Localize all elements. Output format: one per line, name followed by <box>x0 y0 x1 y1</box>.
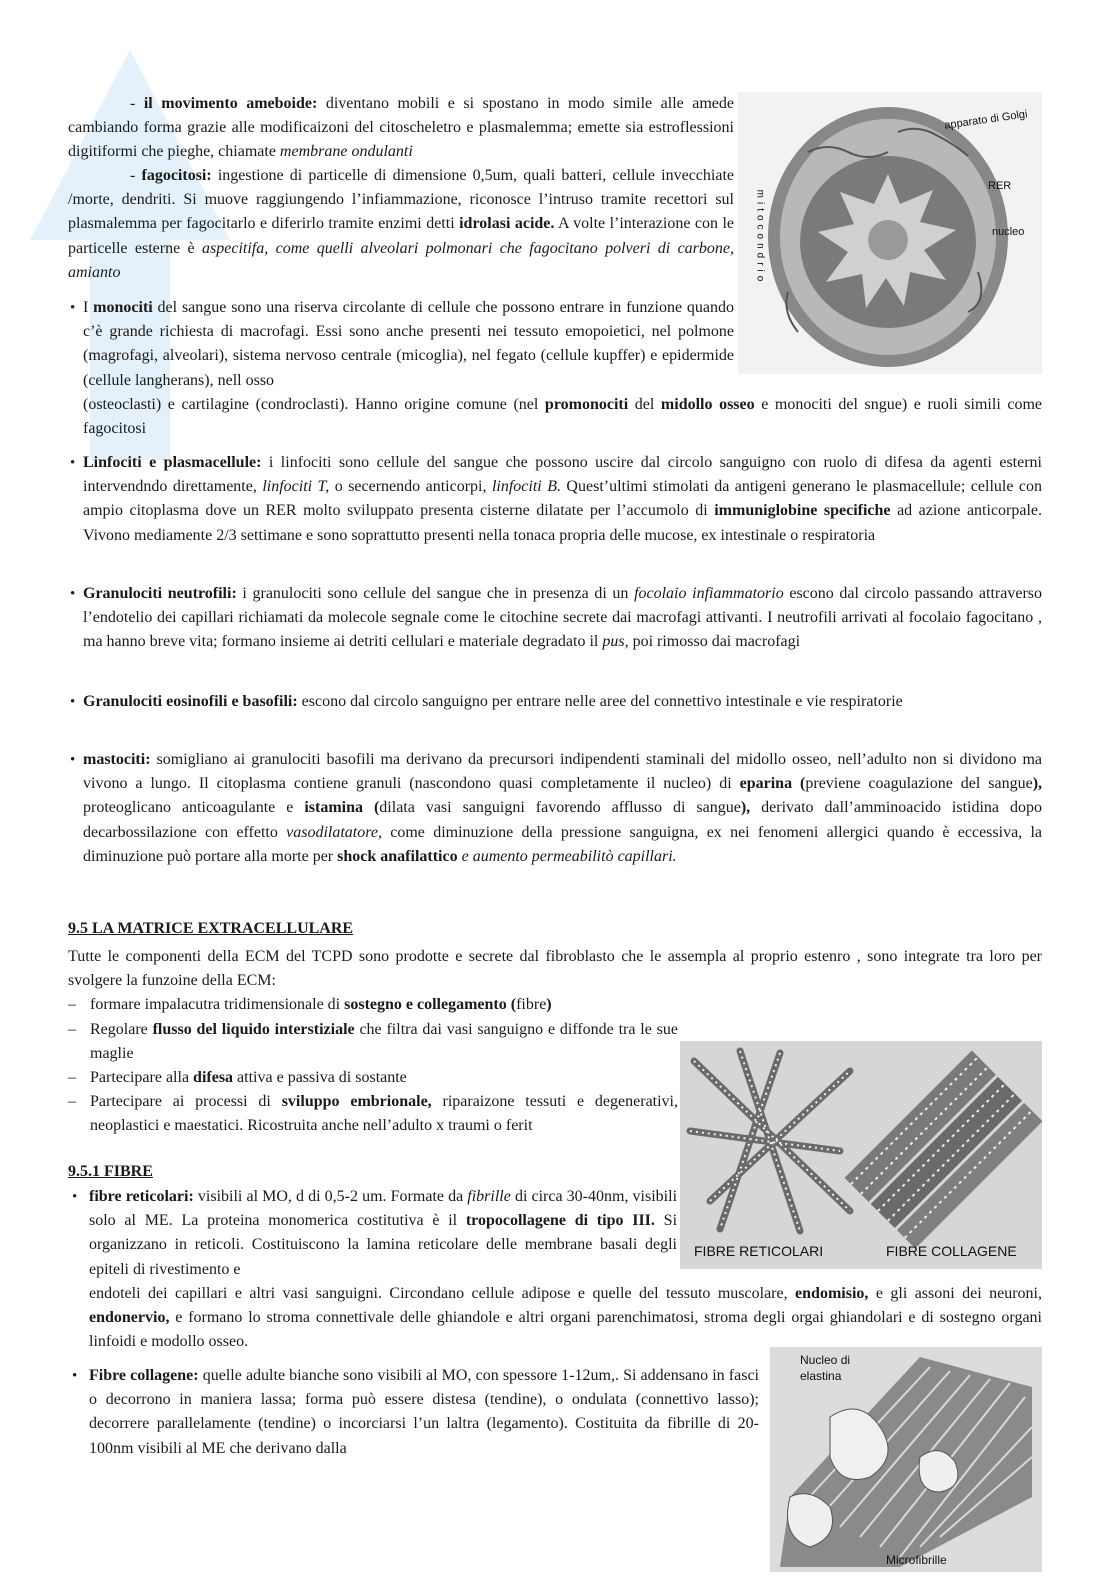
paragraph-matrice: Tutte le componenti della ECM del TCPD sono prodotte e secrete dal fibroblasto che le assempla al proprio estenro , sono integrate tra loro per svolgere la funzoine della ECM: <box>68 948 1042 990</box>
label-rer: RER <box>988 180 1012 192</box>
bullet-icon: • <box>70 300 76 316</box>
bullet-reticolari-cont: endoteli dei capillari e altri vasi sanguigni. Circondano cellule adipose e quelle del tessuto muscolare, endomisio, e gli assoni dei neuroni, endonervio, e formano lo stroma connettivale delle ghiandole e altri organi parenchimatosi, stroma degli orgai ghiandolari e di sostegno organi linfoidi e modollo osseo. <box>89 1285 1042 1351</box>
label-nucleo-elastina-2: elastina <box>800 1369 842 1383</box>
bullet-collagene: Fibre collagene: quelle adulte bianche sono visibili al MO, con spessore 1-12um,. Si addensano in fasci o decorrono in maniera lassa; forma può essere distesa (tendine), o ondulata (connettivo lasso); decorrere parallelamente (tendine) o incorciarsi l’un laltra (legamento). Costituita da fibrille di 20-100nm visibili al ME che derivano dalla <box>89 1367 760 1457</box>
bullet-icon: • <box>70 455 76 471</box>
label-nucleo-elastina: Nucleo di <box>800 1353 851 1367</box>
list-item: – Partecipare ai processi di sviluppo embrionale, riparaizone tessuti e degenerativi, neoplastici e maestatici. Ricostruita anche nell’adulto x traumi o ferit <box>68 1093 679 1135</box>
label-microfibrille: Microfibrille <box>886 1553 947 1567</box>
bullet-eosinofili: Granulociti eosinofili e basofili: escono dal circolo sanguigno per entrare nelle aree del connettivo intestinale e vie respiratorie <box>83 693 903 710</box>
bullet-icon: • <box>70 752 76 768</box>
bullet-icon: • <box>72 1189 78 1205</box>
label-nucleo: nucleo <box>992 226 1025 238</box>
list-item: – Partecipare alla difesa attiva e passiva di sostante <box>68 1069 407 1086</box>
bullet-linfociti: Linfociti e plasmacellule: i linfociti sono cellule del sangue che possono uscire dal circolo sanguigno con ruolo di difesa da agenti esterni intervendndo direttamente, linfociti T, o secernendo anticorpi, linfociti B. Quest’ultimi stimolati da antigeni generano le plasmacellule; cellule con ampio citoplasma dove un RER molto sviluppato presenta cisterne dilatate per l’accumolo di immuniglobine specifiche ad azione anticorpale. Vivono mediamente 2/3 settimane e sono soprattutto presenti nella tonaca propria delle mucose, ex intestinale o respiratoria <box>83 454 1043 544</box>
bullet-icon: • <box>70 586 76 602</box>
bullet-neutrofili: Granulociti neutrofili: i granulociti sono cellule del sangue che in presenza di un focolaio infiammatorio escono dal circolo passando attraverso l’endotelio dei capillari richiamati da molecole segnale come le citochine secrete dai macrofagi attivanti. I neutrofili arrivati al focolaio fagocitano , ma hanno breve vita; formano insieme ai detriti cellulari e materiale degradato il pus, poi rimosso dai macrofagi <box>83 585 1043 651</box>
figure-macrofago <box>738 92 1042 374</box>
bullet-icon: • <box>70 694 76 710</box>
paragraph-fagocitosi: - fagocitosi: ingestione di particelle di dimensione 0,5um, quali batteri, cellule invecchiate /morte, dendriti. Si muove raggiungendo l’infiammazione, riconosce l’intruso tramite recettori sul plasmalemma per fagocitarlo e diferirlo tramite enzimi detti idrolasi acide. A volte l’interazione con le particelle esterne è aspecitifa, come quelli alveolari polmonari che fagocitano polveri di carbone, amianto <box>68 167 735 281</box>
bullet-reticolari: fibre reticolari: visibili al MO, d di 0,5-2 um. Formate da fibrille di circa 30-40nm, visibili solo al ME. La proteina monomerica costitutiva è il tropocollagene di tipo III. Si organizzano in reticoli. Costituiscono la lamina reticolare delle membrane basali degli epiteli di rivestimento e <box>89 1188 678 1278</box>
bullet-icon: • <box>72 1368 78 1384</box>
paragraph-movimento-ameboide: - il movimento ameboide: diventano mobili e si spostano in modo simile alle amede cambiando forma grazie alle modificaizoni del citoscheletro e plasmalemma; emette sia estroflessioni digitiformi che pieghe, chiamate membrane ondulanti <box>68 95 735 161</box>
bullet-monociti: I monociti del sangue sono una riserva circolante di cellule che possono entrare in funzione quando c’è grande richiesta di macrofagi. Essi sono anche presenti nei tessuto emopoietici, nel polmone (magrofagi, alveolari), sistema nervoso centrale (micoglia), nel fegato (cellule kupffer) e epidermide (cellule langherans), nell osso <box>83 299 735 389</box>
label-fibre-reticolari: FIBRE RETICOLARI <box>694 1243 824 1259</box>
label-mitocondrio: mitocondrio <box>754 189 766 286</box>
list-item: – Regolare flusso del liquido interstiziale che filtra dai vasi sanguigno e diffonde tra le sue maglie <box>68 1021 679 1063</box>
figure-fibra-elastica <box>770 1347 1042 1572</box>
label-fibre-collagene: FIBRE COLLAGENE <box>886 1243 1017 1259</box>
bullet-mastociti: mastociti: somigliano ai granulociti basofili ma derivano da precursori indipendenti staminali del midollo osseo, nell’adulto non si dividono ma vivono a lungo. Il citoplasma contiene granuli (nascondono quasi completamente il nucleo) di eparina (previene coagulazione del sangue), proteoglicano anticoagulante e istamina (dilata vasi sanguigni favorendo afflusso di sangue), derivato dall’amminoacido istidina dopo decarbossilazione con effetto vasodilatatore, come diminuzione della pressione sanguigna, ex nei fenomeni allergici quando è eccessiva, la diminuzione può portare alla morte per shock anafilattico e aumento permeabilitò capillari. <box>83 751 1043 865</box>
figure-fibre <box>680 1041 1042 1269</box>
label-golgi: apparato di Golgi <box>943 108 1029 132</box>
heading-matrice-extracellulare: 9.5 LA MATRICE EXTRACELLULARE <box>68 920 354 937</box>
bullet-monociti-cont: (osteoclasti) e cartilagine (condroclasti). Hanno origine comune (nel promonociti del midollo osseo e monociti del sngue) e ruoli simili come fagocitosi <box>83 396 1042 438</box>
list-item: – formare impalacutra tridimensionale di sostegno e collegamento (fibre) <box>68 996 552 1013</box>
heading-fibre: 9.5.1 FIBRE <box>68 1163 153 1180</box>
